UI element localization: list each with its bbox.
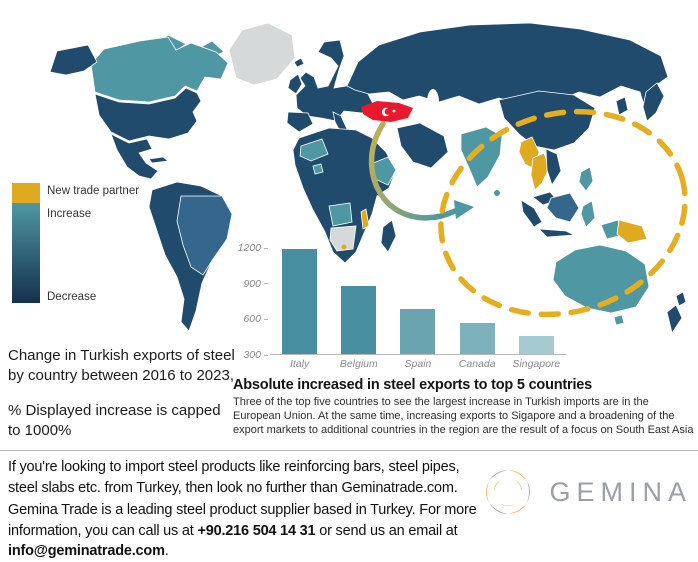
map-region-new-zealand (667, 292, 686, 333)
y-tick-label: 300 (243, 349, 268, 361)
turkey-flag-star (393, 110, 396, 113)
map-region-iberia (287, 112, 313, 132)
footer-text (0, 451, 477, 562)
gemina-swirl-icon (477, 461, 539, 523)
y-tick-label: 600 (243, 313, 268, 325)
map-region-ghana (313, 164, 323, 174)
footer-phone: +90.216 504 14 31 (197, 522, 316, 539)
footer-line2-a: Gemina Trade is a leading steel product supplier based in Turkey. For more information, you can call us at (8, 502, 477, 539)
map-region-papua-new-guinea (617, 220, 647, 243)
map-region-korea (616, 97, 628, 115)
y-tick-label: 900 (243, 278, 268, 290)
footer-line1: If you're looking to import steel products like reinforcing bars, steel pipes, steel slabs etc. from Turkey, then look no further than Geminatrade.com. (8, 459, 460, 496)
map-region-angola (329, 203, 352, 226)
map-region-java (539, 229, 574, 237)
map-region-tasmania (614, 315, 624, 325)
bar-chart-y-axis (234, 242, 270, 361)
legend-label-new-trade-partner: New trade partner (47, 185, 140, 197)
x-label-italy: Italy (289, 358, 310, 370)
legend-gradient-bar (12, 203, 40, 303)
y-tick-label: 1200 (238, 242, 268, 254)
bar-singapore (519, 336, 554, 354)
map-caspian-sea (427, 89, 439, 115)
map-region-sulawesi (581, 201, 595, 227)
footer-line2-c: . (164, 543, 169, 560)
map-region-sumatra (521, 200, 542, 227)
map-caption (8, 346, 236, 440)
chart-description: Three of the top five countries to see the largest increase in Turkish imports are in the European Union. At the same time, increasing exports to Sigapore and a broadening of the export markets to additional countries in the region are the result of a focus on South East Asia (233, 396, 694, 436)
map-region-china (499, 91, 595, 150)
chart-title: Absolute increased in steel exports to top 5 countries (233, 377, 593, 393)
map-region-greenland (229, 23, 295, 85)
map-region-arabia (397, 123, 448, 168)
bar-chart-plot-area (270, 248, 566, 355)
map-region-cuba (149, 157, 168, 163)
legend-label-decrease: Decrease (47, 291, 97, 303)
footer-line2 (8, 500, 477, 562)
map-caption-line1: Change in Turkish exports of steel by country between 2016 to 2023, (8, 347, 235, 384)
legend-new-partner-swatch (12, 183, 40, 203)
map-region-philippines (579, 167, 593, 191)
x-label-singapore: Singapore (512, 358, 561, 370)
bar-chart (234, 242, 570, 370)
chart-caption (233, 377, 695, 437)
map-region-alaska (50, 45, 97, 75)
legend-label-increase: Increase (47, 208, 92, 220)
footer (0, 450, 698, 560)
x-label-belgium: Belgium (339, 358, 378, 370)
map-region-mexico (111, 134, 158, 179)
gemina-logo (477, 451, 698, 523)
gemina-logo-text: GEMINA (549, 476, 692, 507)
bar-chart-x-labels (270, 358, 566, 370)
export-flow-arrowhead (454, 200, 474, 219)
bar-spain (400, 309, 435, 354)
map-caption-line2: % Displayed increase is capped to 1000% (8, 402, 221, 439)
footer-email: info@geminatrade.com (8, 543, 165, 560)
map-region-sri-lanka (494, 190, 500, 196)
footer-line2-b: or send us an email at (315, 522, 458, 539)
bar-belgium (341, 286, 376, 354)
map-region-iceland (294, 58, 304, 67)
x-label-spain: Spain (404, 358, 432, 370)
turkey-flag-crescent-inner (385, 108, 392, 115)
map-region-vietnam (546, 149, 561, 185)
x-label-canada: Canada (458, 358, 496, 370)
bar-canada (460, 323, 495, 354)
bar-italy (282, 249, 317, 354)
